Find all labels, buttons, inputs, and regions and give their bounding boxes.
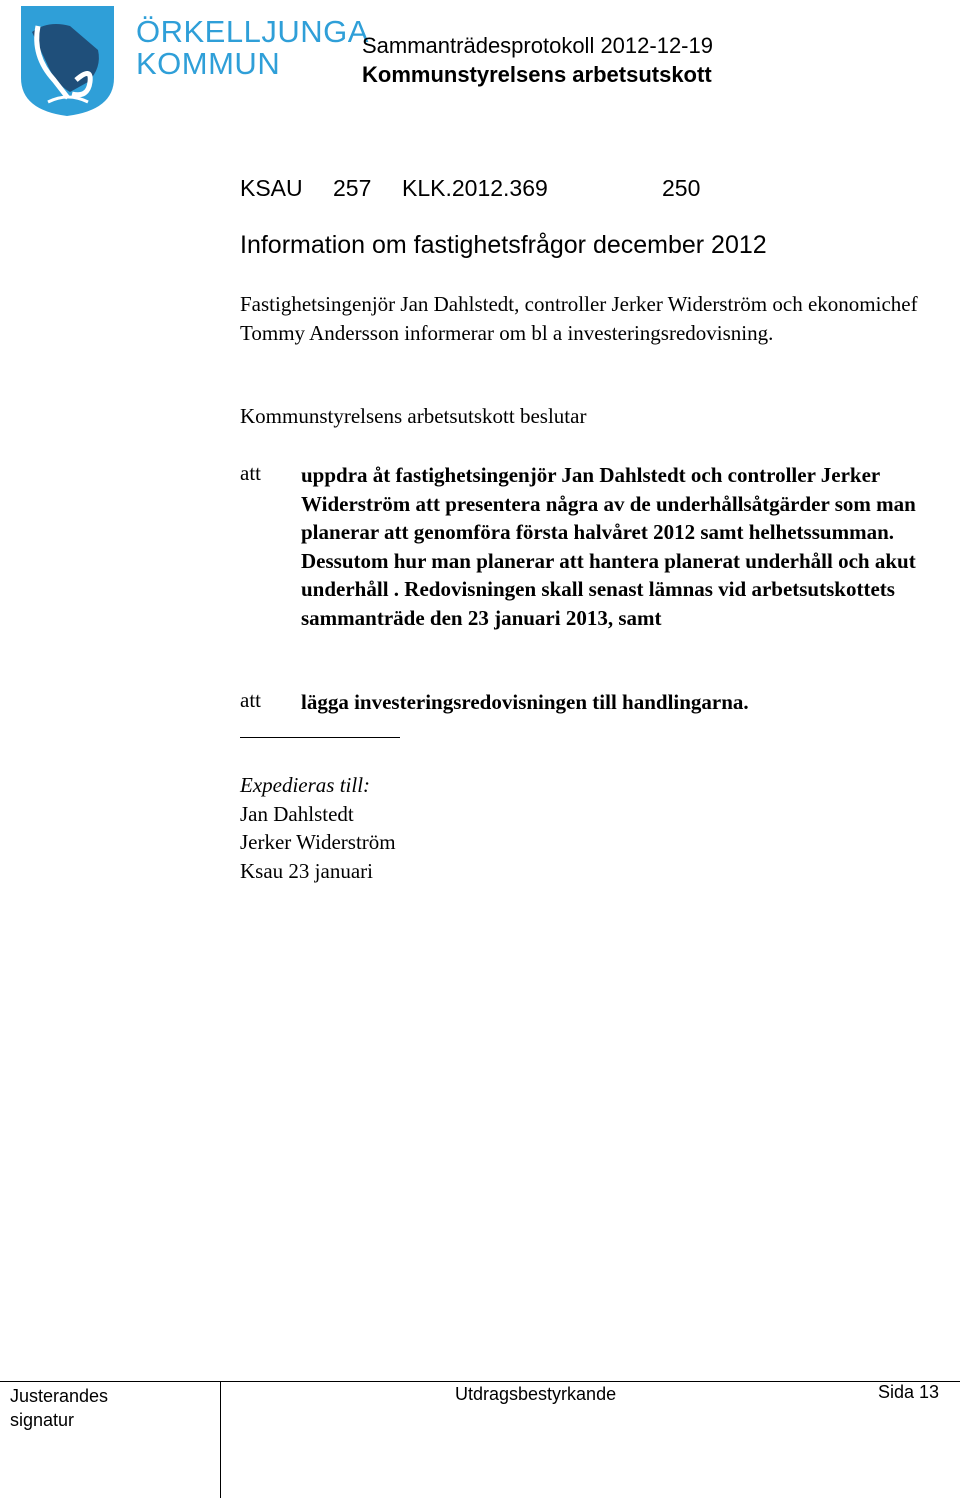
- logo-emblem-icon: [18, 6, 118, 118]
- ksau-number: 257: [333, 175, 372, 201]
- decision-heading: Kommunstyrelsens arbetsutskott beslutar: [240, 404, 587, 428]
- recipient: Ksau 23 januari: [240, 858, 373, 883]
- decision-2-text: lägga investeringsredovisningen till handlingarna.: [301, 690, 749, 714]
- decision-1-label: att: [240, 461, 261, 485]
- separator-rule: [240, 737, 400, 738]
- intro-paragraph: Fastighetsingenjör Jan Dahlstedt, controller Jerker Widerström och ekonomichef Tommy Andersson informerar om bl a investeringsredovisning.: [240, 292, 918, 345]
- signature-label-line1: Justerandes: [10, 1386, 109, 1406]
- recipient: Jerker Widerström: [240, 830, 396, 854]
- decision-1-text: uppdra åt fastighetsingenjör Jan Dahlstedt och controller Jerker Widerström att presentera några av de underhållsåtgärder som man planerar att genomföra första halvåret 2012 samt helhetssumman. Dessutom hur man planerar att hantera planerat underhåll och akut underhåll . Redovisningen skall senast lämnas vid arbetsutskottets sammanträde den 23 januari 2013, samt: [301, 463, 916, 630]
- certification-label: Utdragsbestyrkande: [455, 1384, 617, 1404]
- item-title: Information om fastighetsfrågor december 2012: [240, 231, 767, 259]
- logo-text-line2: KOMMUN: [136, 46, 281, 81]
- footer-divider: [220, 1381, 221, 1498]
- ksau-label: KSAU: [240, 175, 303, 201]
- case-number: KLK.2012.369: [402, 175, 548, 201]
- page-number: Sida 13: [878, 1382, 940, 1402]
- signature-field: [10, 1384, 108, 1432]
- committee-name: Kommunstyrelsens arbetsutskott: [362, 62, 712, 87]
- protocol-title: Sammanträdesprotokoll 2012-12-19: [362, 33, 713, 58]
- logo-text-line1: ÖRKELLJUNGA: [136, 14, 369, 49]
- document-number: 250: [662, 175, 701, 201]
- distribution-label: Expedieras till:: [240, 773, 371, 797]
- municipality-logo: [18, 6, 369, 118]
- signature-label-line2: signatur: [10, 1410, 75, 1430]
- distribution-list: [240, 771, 396, 885]
- footer-rule: [0, 1381, 960, 1382]
- decision-2-label: att: [240, 688, 261, 712]
- recipient: Jan Dahlstedt: [240, 801, 354, 826]
